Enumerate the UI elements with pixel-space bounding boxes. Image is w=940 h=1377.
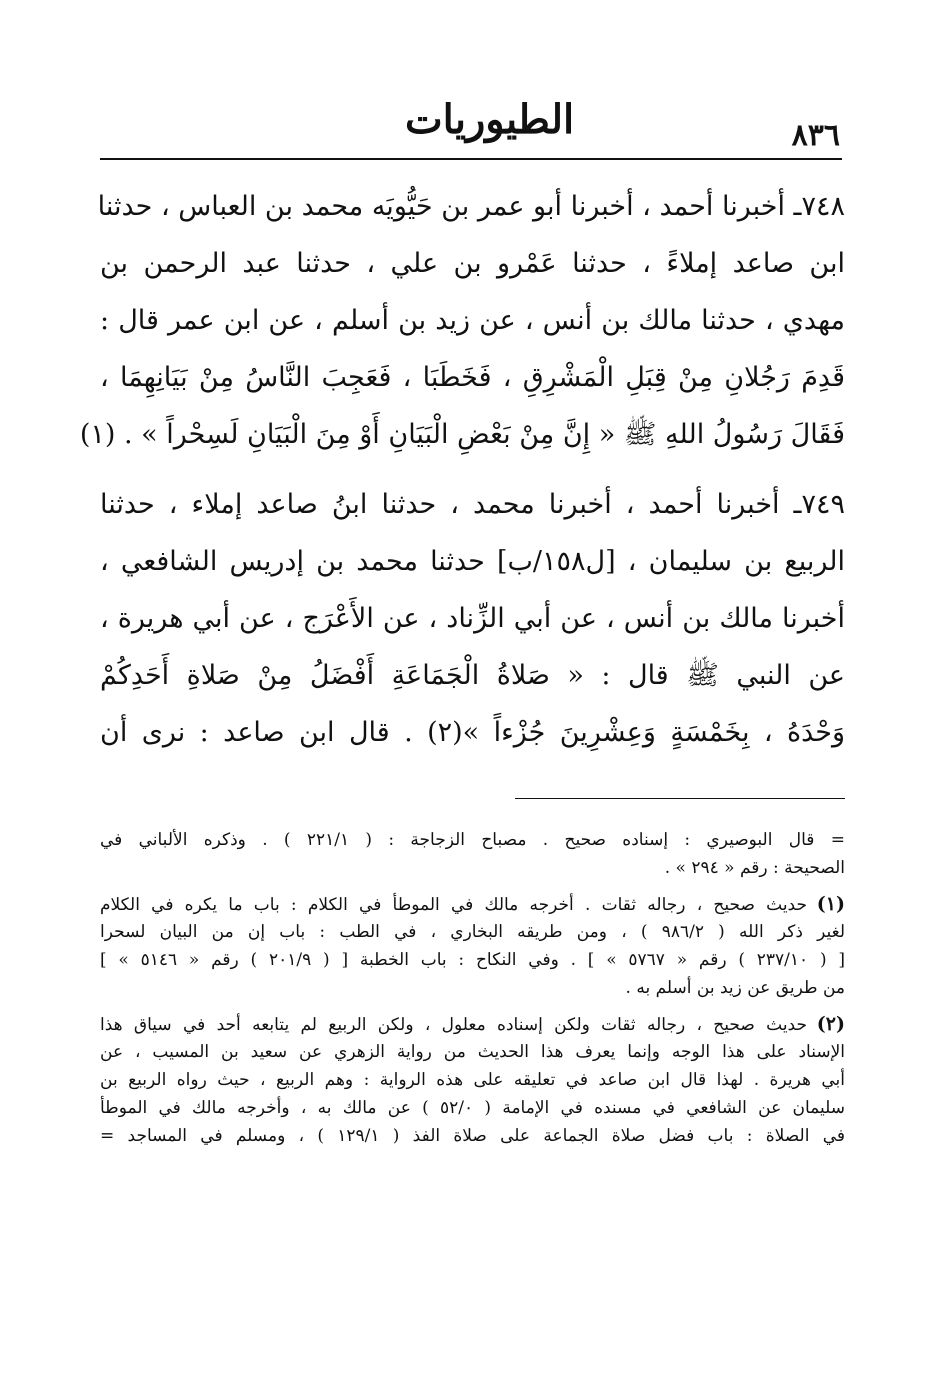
- footnote-number: (٢): [816, 1013, 845, 1035]
- hadith-749-line: أخبرنا مالك بن أنس ، عن أبي الزِّناد ، عن الأَعْرَج ، عن أبي هريرة ،: [100, 603, 845, 634]
- footnote-continuation-line: = قال البوصيري : إسناده صحيح . مصباح الزجاجة : ( ٢٢١/١ ) . وذكره الألباني في: [100, 830, 845, 850]
- footnote-line: سليمان عن الشافعي في مسنده في الإمامة ( ٥٢/٠ ) عن مالك به ، وأخرجه مالك في الموطأ: [100, 1098, 846, 1118]
- footnote-line: من طريق عن زيد بن أسلم به .: [625, 978, 845, 998]
- hadith-749-line: ٧٤٩ـ أخبرنا أحمد ، أخبرنا محمد ، حدثنا ابنُ صاعد إملاء ، حدثنا: [100, 489, 845, 520]
- page-number: ٨٣٦: [791, 118, 840, 153]
- footnote-gap: [100, 1002, 845, 1010]
- main-text: [79, 178, 846, 761]
- footnote-1: [100, 890, 845, 1002]
- footnote-line: حديث صحيح ، رجاله ثقات . أخرجه مالك في الموطأ في الكلام : باب ما يكره في الكلام: [100, 895, 807, 915]
- footnote-gap: [100, 882, 845, 890]
- footnotes: [100, 826, 845, 1150]
- page-header: [100, 96, 840, 156]
- header-rule: [100, 158, 842, 160]
- hadith-748-line: ٧٤٨ـ أخبرنا أحمد ، أخبرنا أبو عمر بن حَيُّويَه محمد بن العباس ، حدثنا: [97, 191, 845, 222]
- footnote-separator: [515, 798, 845, 799]
- footnote-line: [ ( ٢٣٧/١٠ ) رقم « ٥٧٦٧ » ] . وفي النكاح : باب الخطبة [ ( ٢٠١/٩ ) رقم « ٥١٤٦ » ]: [100, 950, 845, 970]
- hadith-748-line: مهدي ، حدثنا مالك بن أنس ، عن زيد بن أسلم ، عن ابن عمر قال :: [100, 305, 845, 336]
- footnote-2: [100, 1010, 845, 1150]
- footnote-line: أبي هريرة . لهذا قال ابن صاعد في تعليقه على هذه الرواية : وهم الربيع ، حيث رواه الربيع بن: [100, 1070, 845, 1090]
- hadith-748-line: ابن صاعد إملاءً ، حدثنا عَمْرو بن علي ، حدثنا عبد الرحمن بن: [100, 248, 845, 279]
- footnote-line: حديث صحيح ، رجاله ثقات ولكن إسناده معلول ، ولكن الربيع لم يتابعه أحد في سياق هذا: [100, 1015, 807, 1035]
- hadith-749-line: الربيع بن سليمان ، [ل١٥٨/ب] حدثنا محمد بن إدريس الشافعي ،: [100, 546, 845, 577]
- running-title: الطيوريات: [405, 96, 575, 143]
- footnote-line: لغير ذكر الله ( ٩٨٦/٢ ) ، ومن طريقه البخاري ، في الطب : باب إن من البيان لسحرا: [100, 922, 845, 942]
- hadith-749-line: وَحْدَهُ ، بِخَمْسَةٍ وَعِشْرِينَ جُزْءاً »(٢) . قال ابن صاعد : نرى أن: [100, 717, 846, 748]
- footnote-line: في الصلاة : باب فضل صلاة الجماعة على صلاة الفذ ( ١٢٩/١ ) ، ومسلم في المساجد =: [100, 1126, 845, 1146]
- paragraph-gap: [100, 463, 845, 476]
- hadith-748-line: فَقَالَ رَسُولُ اللهِ ﷺ « إِنَّ مِنْ بَعْضِ الْبَيَانِ أَوْ مِنَ الْبَيَانِ لَسِحْراً » . (١): [79, 419, 845, 450]
- footnote-line: الإسناد على هذا الوجه وإنما يعرف هذا الحديث من رواية الزهري عن سعيد بن المسيب ، عن: [100, 1042, 845, 1062]
- footnote-number: (١): [816, 893, 845, 915]
- hadith-748-line: قَدِمَ رَجُلانِ مِنْ قِبَلِ الْمَشْرِقِ ، فَخَطَبَا ، فَعَجِبَ النَّاسُ مِنْ بَيَانِهِمَا ،: [100, 362, 845, 393]
- footnote-continuation-line: الصحيحة : رقم « ٢٩٤ » .: [664, 858, 845, 878]
- hadith-749-line: عن النبي ﷺ قال : « صَلاةُ الْجَمَاعَةِ أَفْضَلُ مِنْ صَلاةِ أَحَدِكُمْ: [100, 660, 845, 691]
